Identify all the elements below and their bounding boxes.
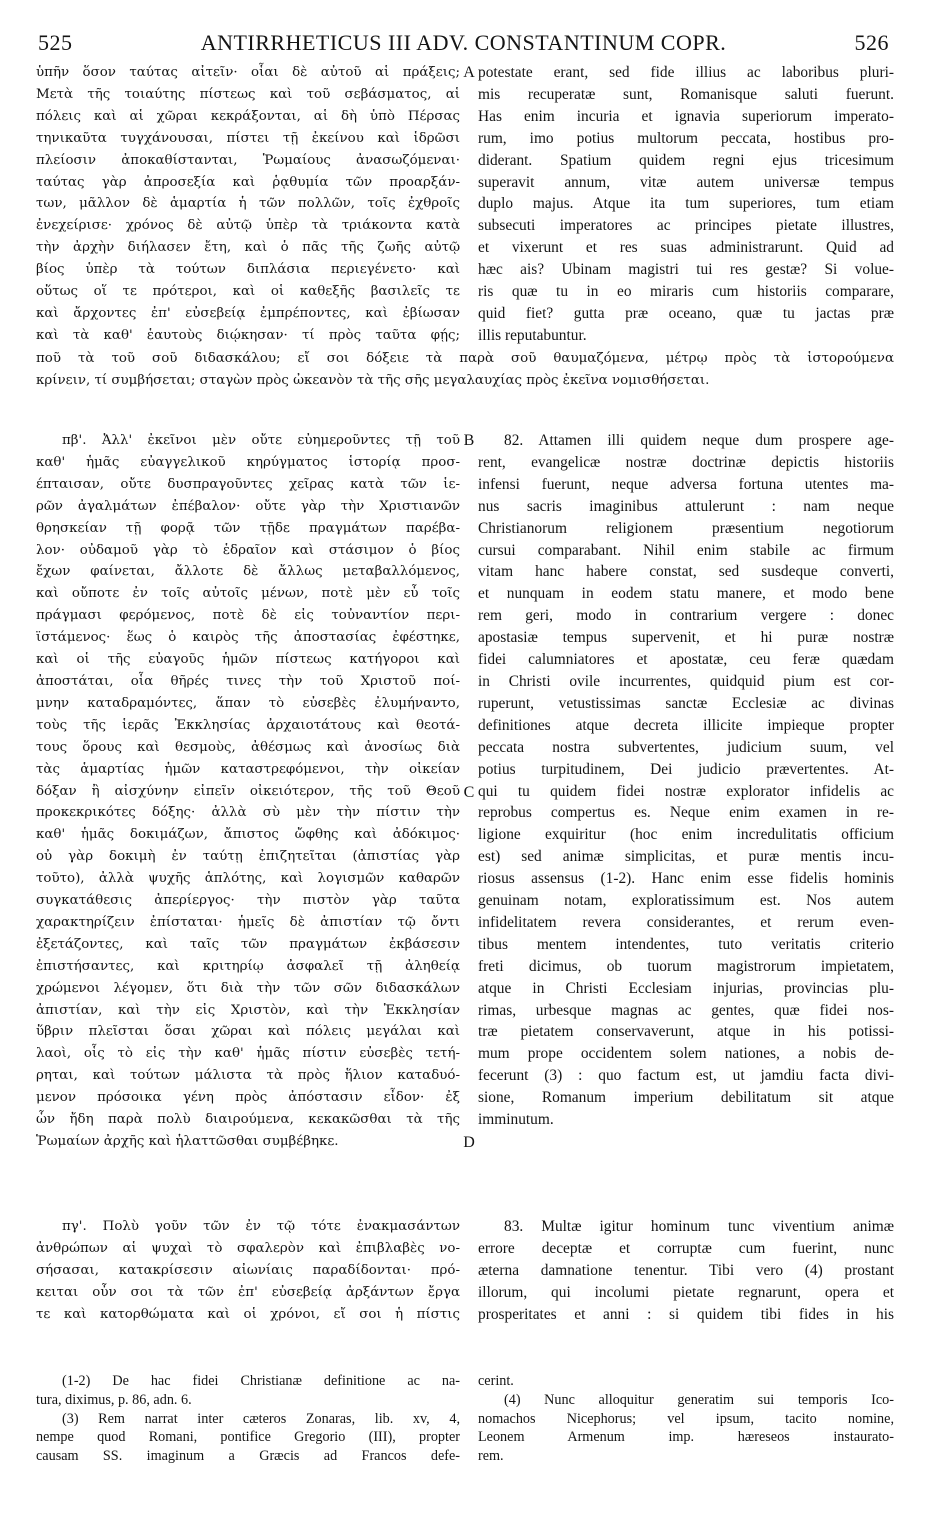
latin-line: atque in Christi Ecclesiam injurias, provincias plu-	[478, 979, 894, 997]
greek-line: ὧν ἤδη παρὰ πολὺ διαιρούμενα, κεκακῶσθαι τὰ τῆς	[36, 1112, 460, 1128]
page-number-right: 526	[854, 30, 889, 55]
greek-line: Μετὰ τῆς τοιαύτης πίστεως καὶ τοῦ σεβάσματος, αἱ	[36, 86, 460, 102]
latin-line: errore deceptæ et corruptæ cum fuerint, nunc	[478, 1239, 894, 1257]
latin-line: superavit annum, vitæ autem universæ tempus	[478, 173, 894, 191]
greek-line: των, μᾶλλον δὲ ἁμαρτία ἡ τῶν πολλῶν, τοῖς ἐχθροῖς	[36, 196, 460, 212]
greek-line: ἀνθρώπων αἱ ψυχαὶ τὸ σφαλερὸν καὶ ἐπιβλαβὲς νο-	[36, 1240, 460, 1256]
footnote-line: nomachos Nicephorus; vel ipsum, tacito nomine,	[478, 1410, 894, 1427]
greek-line: ὕβριν πλεῖσται ὅσαι χῶραι καὶ πόλεις μεγάλαι καὶ	[36, 1024, 460, 1040]
running-title: ANTIRRHETICUS III ADV. CONSTANTINUM COPR.	[200, 30, 727, 55]
greek-line: πλείοσιν ἀποκαθίστανται, Ῥωμαίους ἀνασωζόμεναι·	[36, 152, 460, 168]
footnote-line: tura, diximus, p. 86, adn. 6.	[36, 1391, 192, 1408]
greek-column-section-1	[36, 62, 460, 347]
footnote-line: causam SS. imaginum a Græcis ad Francos defe-	[36, 1448, 460, 1465]
greek-line: ρῶν ἀγαλμάτων ἐπέβαλον· οὔτε γὰρ τὴν Χριστιανῶν	[36, 498, 460, 514]
greek-line: τὰς ἁμαρτίας ἡμῶν καταστρεφόμενοι, τὴν οἰκείαν	[36, 761, 460, 777]
footnote-line: cerint.	[478, 1373, 514, 1389]
greek-line: συγκατάθεσις ἀπερίεργος· τὴν πιστὸν γὰρ ταῦτα	[36, 893, 460, 909]
latin-line: quid fiet? gutta præ oceano, quæ tu jactas præ	[478, 304, 894, 322]
latin-column-section-1	[478, 62, 894, 347]
latin-line: ligione exquiritur (hoc enim incredulitatis officium	[478, 826, 894, 844]
latin-line: cursui comparabant. Nihil enim stabile ac firmum	[478, 541, 894, 559]
latin-line: Has enim incuria et ignavia superiorum imperato-	[478, 107, 894, 125]
greek-line: πράγμασι φερόμενος, ποτὲ δὲ εἰς τοὐναντίον περι-	[36, 608, 460, 624]
greek-line: τηνικαῦτα τυγχάνουσαι, πίστει τῇ ἐκείνου καὶ ἱδρῶσι	[36, 130, 460, 146]
greek-line: ἐπιστήσαντες, καὶ κριτηρίῳ ἀσφαλεῖ τῇ ἀληθείᾳ	[36, 958, 460, 974]
greek-line: σήσασαι, κατακρίσεσιν αἰωνίαις παραδίδονται· πρό-	[36, 1262, 460, 1278]
latin-line: in Christi ovile incurrentes, quidquid pium est cor-	[478, 672, 894, 690]
greek-column-section-83	[36, 1216, 460, 1326]
footnote-line: nempe quod Romani, pontifice Gregorio (III), propter	[36, 1429, 460, 1446]
latin-line: diderant. Spatium quidem regni ejus tricesimum	[478, 151, 894, 169]
latin-line: vitam hanc habere constat, sed susdeque converti,	[478, 563, 894, 581]
greek-full-line: κρίνειν, τί συμβήσεται; σταγὼν πρὸς ὠκεανὸν τὰ τῆς σῆς μεγαλαυχίας πρὸς ἐκεῖνα νομισθήσεται.	[36, 372, 710, 388]
latin-line: est) sed animæ simplicitas, et puræ mentis incu-	[478, 848, 894, 866]
greek-line: καὶ οἱ τῆς εὐαγοῦς ἡμῶν πίστεως κατήγοροι καὶ	[36, 652, 460, 668]
latin-line: subsecuti imperatores ac principes pietate illustres,	[478, 217, 894, 235]
running-head	[38, 30, 889, 56]
greek-line: καὶ οὔποτε ἐν τοῖς αὐτοῖς μένων, ποτὲ μὲν εὖ τοῖς	[36, 586, 460, 602]
greek-line: χαρακτηρίζειν ἐπίσταται· ἡμεῖς δὲ ἀπιστίαν τῷ ὄντι	[36, 914, 460, 930]
latin-line: reprobus compertus es. Neque enim examen in re-	[478, 804, 894, 822]
greek-line: κειται οὖν σοι τὰ τῶν ἐπ' εὐσεβείᾳ ἀρξάντων ἔργα	[36, 1284, 460, 1300]
margin-marker-b: B	[463, 432, 475, 449]
footnote-line: (4) Nunc alloquitur generatim sui temporis Ico-	[504, 1391, 894, 1408]
latin-line: træ pietatem conservaverunt, atque in his potissi-	[478, 1023, 894, 1041]
greek-line: καὶ ἄρχοντες ἐπ' εὐσεβείᾳ ἐμπρέποντες, καὶ ἐβίωσαν	[36, 305, 460, 321]
latin-line: mis recuperatæ sunt, Romanisque saluti fuerunt.	[478, 85, 894, 103]
latin-line: 82. Attamen illi quidem neque dum prospere age-	[504, 432, 894, 449]
greek-line: οὐ γὰρ δοκιμὴ ἐν ταύτῃ ἐπιζητεῖται (ἀπιστίας γὰρ	[36, 849, 460, 865]
latin-line: et nunquam in eodem statu manere, et modo bene	[478, 585, 894, 603]
greek-line: χρώμενοι λέγομεν, ὅτι διὰ τὴν τῶν σῶν διδασκάλων	[36, 980, 460, 996]
greek-line: λαοὶ, οἷς τὸ εἰς τὴν καθ' ἡμᾶς πίστιν εὐσεβὲς τετή-	[36, 1046, 460, 1062]
greek-line: ἐξετάζοντες, καὶ ταῖς τῶν πραγμάτων ἐκβάσεσιν	[36, 936, 460, 952]
greek-line: ἀποστάται, οἷα θῆρές τινες τὴν τοῦ Χριστοῦ ποί-	[36, 673, 460, 689]
latin-line: Christianorum religionem præsentium negotiorum	[478, 519, 894, 537]
greek-line: πόλεις καὶ αἱ χῶραι κεκράξονται, αἱ δὴ ὑπὸ Πέρσας	[36, 108, 460, 124]
latin-line: infidelitatem revera considerantes, et rerum even-	[478, 913, 894, 931]
latin-line: imminutum.	[478, 1111, 554, 1129]
latin-line: rimas, urbesque magnas ac gentes, quæ fidei nos-	[478, 1001, 894, 1019]
latin-line: infensi fuerunt, neque adversa fortuna utentes ma-	[478, 475, 894, 493]
greek-line: λον· οὐδαμοῦ γὰρ τὸ ἑδραῖον καὶ στάσιμον ὁ βίος	[36, 542, 460, 558]
latin-line: mum prope occidentem solem nationes, a nobis de-	[478, 1045, 894, 1063]
latin-line: fidei calumniatores et apostatæ, ceu feræ quædam	[478, 651, 894, 669]
footnote-line: (3) Rem narrat inter cæteros Zonaras, lib. xv, 4,	[62, 1410, 460, 1427]
latin-line: ruperunt, vetustissimas sanctæ Ecclesiæ ac divinas	[478, 694, 894, 712]
latin-line: definitiones atque decreta illicite impieque propter	[478, 716, 894, 734]
latin-line: qui tu quidem fidei nostræ explorator infidelis ac	[478, 782, 894, 800]
greek-line: οὕτως οἵ τε πρότεροι, καὶ οἱ καθεξῆς βασιλεῖς τε	[36, 284, 460, 300]
greek-line: βίος ὑπὲρ τὰ τούτων διπλάσια περιεγένετο· καὶ	[36, 262, 460, 278]
latin-line: riosus assensus (1-2). Hanc enim esse fidelis hominis	[478, 870, 894, 888]
latin-column-section-83	[478, 1216, 894, 1326]
greek-line: Ῥωμαίων ἀρχῆς καὶ ἡλαττῶσθαι συμβέβηκε.	[36, 1134, 339, 1149]
greek-full-line: ποῦ τὰ τοῦ σοῦ διδασκάλου; εἴ σοι δόξειε τὰ παρὰ σοῦ θαυμαζόμενα, μέτρῳ πρὸς τὰ ἱστορούμενα	[36, 351, 894, 366]
greek-line: μνην καταδραμόντες, ἅπαν τὸ εὐσεβὲς ἐλυμήναντο,	[36, 695, 460, 711]
greek-line: πβ'. Ἀλλ' ἐκεῖνοι μὲν οὔτε εὐημεροῦντες τῇ τοῦ	[62, 433, 460, 448]
greek-line: ἐνεχείρισε· χρόνος δὲ αὐτῷ ὑπὲρ τὰ τριάκοντα κατὰ	[36, 218, 460, 234]
greek-line: έπταισαν, οὔτε δυσπραγοῦντες χεῖρας κατὰ τῶν ἱε-	[36, 476, 460, 492]
greek-line: δόξαν ἢ αἰσχύνην εἰπεῖν οἰκειότερον, τῆς τοῦ Θεοῦ	[36, 783, 460, 799]
greek-line: ἔχων φαίνεται, ἄλλοτε δὲ ἄλλως μεταβαλλόμενος,	[36, 564, 460, 580]
latin-line: tibus mentem intendentes, tuto veritatis criterio	[478, 935, 894, 953]
greek-line: προκεκρικότες δόξης· ἀλλὰ σὺ μὲν τὴν πίστιν τὴν	[36, 805, 460, 821]
greek-line: ταύτας γὰρ ἀπροσεξία καὶ ῥᾳθυμία τῶν προαρξάν-	[36, 174, 460, 190]
greek-line: τοὺς τῆς ἱερᾶς Ἐκκλησίας ἀρχαιοτάτους καὶ θεοτά-	[36, 717, 460, 733]
greek-line: καὶ τὰ καθ' ἑαυτοὺς διῴκησαν· τί πρὸς ταῦτα φῄς;	[36, 327, 460, 343]
footnotes-right	[478, 1372, 894, 1466]
latin-line: apostasiæ tempus supervenit, et hi puræ nostræ	[478, 629, 894, 647]
greek-full-width-lines	[36, 348, 894, 392]
greek-line: τὴν ἀρχὴν διήλασεν ἔτη, καὶ ὁ πᾶς τῆς ζωῆς αὐτῷ	[36, 240, 460, 256]
greek-line: καθ' ἡμᾶς εὐαγγελικοῦ κηρύγματος ἱστορίᾳ προσ-	[36, 454, 460, 470]
greek-line: τε καὶ κατορθώματα καὶ οἱ χρόνοι, εἴ σοι ἡ πίστις	[36, 1306, 460, 1322]
latin-line: potestate erant, sed fide illius ac laboribus pluri-	[478, 64, 894, 81]
greek-line: τους ὅρους καὶ θεσμοὺς, ἀθέσμως καὶ ἀνοσίως διὰ	[36, 739, 460, 755]
latin-line: freti dicimus, ob tuorum magistrorum impietatem,	[478, 957, 894, 975]
latin-line: nus sacris imaginibus attulerunt : nam neque	[478, 497, 894, 515]
latin-line: 83. Multæ igitur hominum tunc viventium animæ	[504, 1218, 894, 1235]
footnote-line: rem.	[478, 1448, 504, 1465]
greek-line: ὑπῆν ὅσον ταύτας αἰτεῖν· οἷαι δὲ αὐτοῦ αἱ πράξεις;	[36, 65, 460, 80]
latin-line: ris quæ tu in eo miraris cum historiis comparare,	[478, 283, 894, 301]
latin-column-section-82	[478, 430, 894, 1131]
greek-line: θρησκείαν τῇ φορᾷ τῶν τῇδε πραγμάτων παρέβα-	[36, 520, 460, 536]
latin-line: rem geri, modo in contrarium vergere : donec	[478, 607, 894, 625]
latin-line: æterna damnatione tenentur. Tibi vero (4) prostant	[478, 1261, 894, 1279]
margin-marker-d: D	[463, 1134, 475, 1151]
greek-line: πγ'. Πολὺ γοῦν τῶν ἐν τῷ τότε ἐνακμασάντων	[62, 1219, 460, 1234]
latin-line: duplo majus. Atque ita tum superiores, tum etiam	[478, 195, 894, 213]
greek-line: μενον πρόσοικα γένη πρὸς ἀπόστασιν εἶδον· ἐξ	[36, 1090, 460, 1106]
margin-marker-a: A	[463, 64, 475, 81]
latin-line: potius turpitudinem, Dei judicio prævertentes. At-	[478, 760, 894, 778]
greek-column-section-82	[36, 430, 460, 1153]
latin-line: hæc ais? Ubinam magistri tui res gestæ? Si volue-	[478, 261, 894, 279]
latin-line: et vixerunt et res suas administrarunt. Quid ad	[478, 239, 894, 257]
latin-line: rum, imo potius multorum peccata, hostibus pro-	[478, 129, 894, 147]
greek-line: καθ' ἡμᾶς δοκιμάζων, ἄπιστος ὤφθης καὶ ἀδόκιμος·	[36, 827, 460, 843]
latin-line: genuinam notam, exploratissimum est. Nos autem	[478, 892, 894, 910]
greek-line: τοῦτο), ἀλλὰ ψυχῆς ἁπλότης, καὶ λογισμῶν καθαρῶν	[36, 871, 460, 887]
footnotes-left	[36, 1372, 460, 1466]
greek-line: ἀπιστίαν, καὶ τὴν εἰς Χριστὸν, καὶ τὴν Ἐκκλησίαν	[36, 1002, 460, 1018]
footnote-line: (1-2) De hac fidei Christianæ definitione ac na-	[62, 1373, 460, 1389]
greek-line: ρηται, καὶ τούτων μάλιστα τὰ πρὸς ἥλιον καταδυό-	[36, 1068, 460, 1084]
latin-line: peccata nostra subvertentes, judicium suum, vel	[478, 738, 894, 756]
latin-line: illis reputabuntur.	[478, 326, 587, 344]
latin-line: fecerunt (3) : quo factum est, ut jamdiu facta divi-	[478, 1067, 894, 1085]
latin-line: prosperitates et anni : si quidem tibi fides in his	[478, 1305, 894, 1323]
greek-line: ϊστάμενος· ἕως ὁ καιρὸς τῆς ἀποστασίας ἐφέστηκε,	[36, 630, 460, 646]
latin-line: sione, Romanum imperium debilitatum sit atque	[478, 1089, 894, 1107]
margin-marker-c: C	[463, 784, 475, 801]
latin-line: illorum, qui incolumi pietate regnarunt, opera et	[478, 1283, 894, 1301]
page-number-left: 525	[38, 30, 73, 55]
latin-line: rent, evangelicæ nostræ doctrinæ depictis historiis	[478, 453, 894, 471]
footnote-line: Leonem Armenum imp. hæreseos instaurato-	[478, 1429, 894, 1446]
